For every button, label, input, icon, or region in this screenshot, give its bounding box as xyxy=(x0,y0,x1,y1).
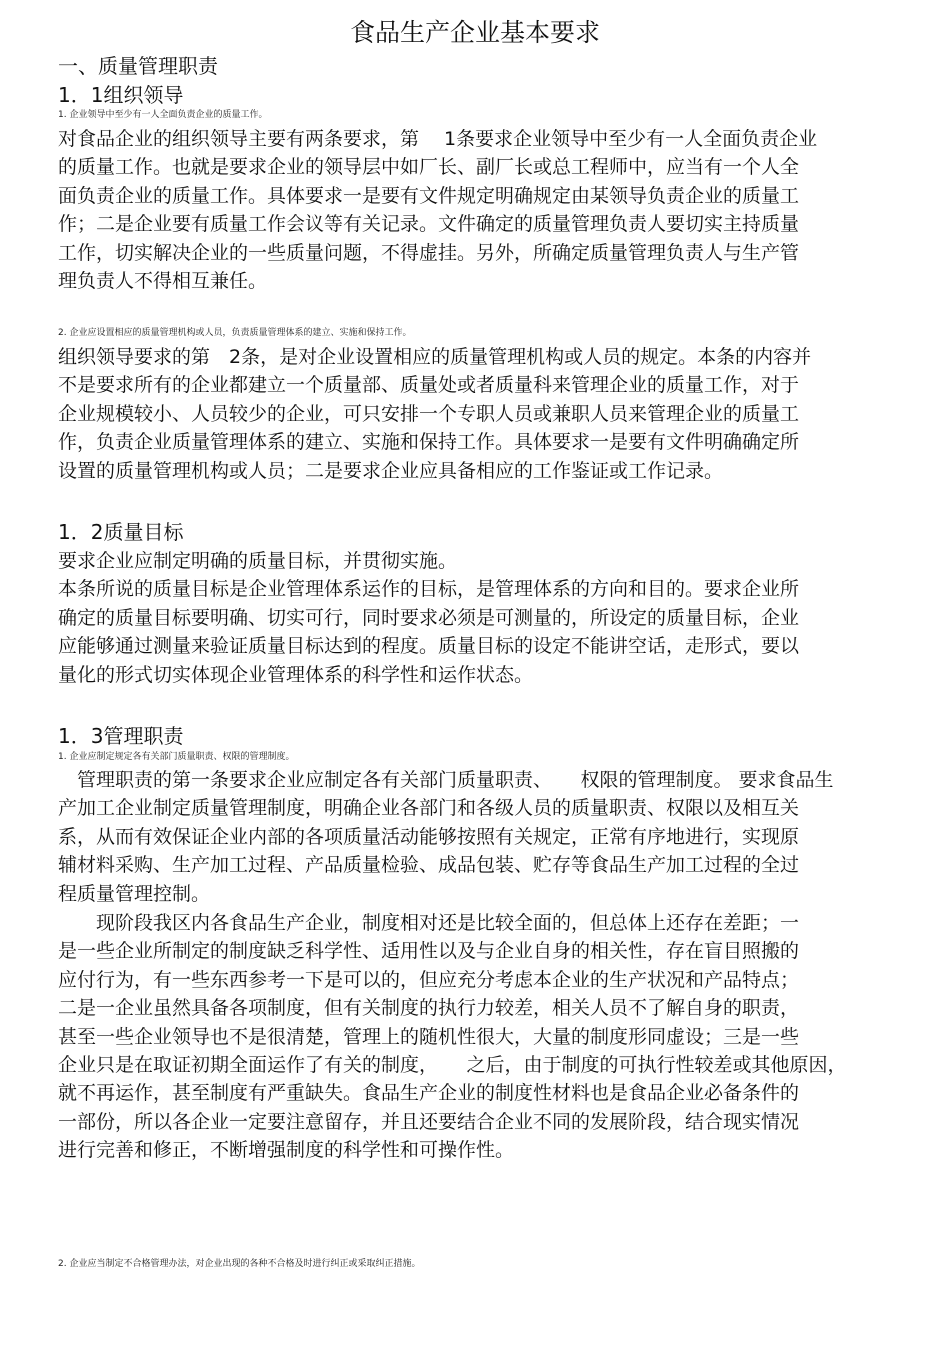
text-line: 企业规模较小、人员较少的企业，可只安排一个专职人员或兼职人员来管理企业的质量工 xyxy=(58,402,800,425)
text-line: 要求企业应制定明确的质量目标，并贯彻实施。 xyxy=(58,550,458,572)
text-line: 辅材料采购、生产加工过程、产品质量检验、成品包装、贮存等食品生产加工过程的全过 xyxy=(58,854,800,877)
text-line: 面负责企业的质量工作。具体要求一是要有文件规定明确规定由某领导负责企业的质量工 xyxy=(58,184,800,207)
paragraph xyxy=(58,343,811,485)
text-line: 应能够通过测量来验证质量目标达到的程度。质量目标的设定不能讲空话，走形式，要以 xyxy=(58,635,800,658)
text-line: 确定的质量目标要明确、切实可行，同时要求必须是可测量的，所设定的质量目标，企业 xyxy=(58,606,800,629)
text-line: 现阶段我区内各食品生产企业，制度相对还是比较全面的，但总体上还存在差距；一 xyxy=(58,912,800,934)
paragraph xyxy=(58,125,817,295)
text-line: 一部份，所以各企业一定要注意留存，并且还要结合企业不同的发展阶段，结合现实情况 xyxy=(58,1110,800,1133)
subsection-heading-management-duties: 1．3管理职责 xyxy=(58,724,184,748)
text-line: 甚至一些企业领导也不是很清楚，管理上的随机性很大，大量的制度形同虚设；三是一些 xyxy=(58,1025,800,1048)
subsection-heading-organization: 1．1组织领导 xyxy=(58,83,184,107)
text-line: 程质量管理控制。 xyxy=(58,882,211,905)
text-line: 量化的形式切实体现企业管理体系的科学性和运作状态。 xyxy=(58,663,534,686)
paragraph xyxy=(58,909,847,1165)
text-line: 的质量工作。也就是要求企业的领导层中如厂长、副厂长或总工程师中，应当有一个人全 xyxy=(58,156,800,179)
text-line: 管理职责的第一条要求企业应制定各有关部门质量职责、 权限的管理制度。 要求食品生 xyxy=(58,769,834,791)
text-line: 应付行为，有一些东西参考一下是可以的，但应充分考虑本企业的生产状况和产品特点； xyxy=(58,968,800,991)
text-line: 产加工企业制定质量管理制度，明确企业各部门和各级人员的质量职责、权限以及相互关 xyxy=(58,797,800,820)
document-title: 食品生产企业基本要求 xyxy=(349,18,600,47)
text-line: 系，从而有效保证企业内部的各项质量活动能够按照有关规定，正常有序地进行，实现原 xyxy=(58,825,800,848)
text-line: 本条所说的质量目标是企业管理体系运作的目标，是管理体系的方向和目的。要求企业所 xyxy=(58,578,800,601)
text-line: 工作，切实解决企业的一些质量问题，不得虚挂。另外，所确定质量管理负责人与生产管 xyxy=(58,241,800,264)
text-line: 理负责人不得相互兼任。 xyxy=(58,269,268,292)
paragraph xyxy=(58,766,834,908)
paragraph xyxy=(58,547,799,689)
text-line: 对食品企业的组织领导主要有两条要求，第 1条要求企业领导中至少有一人全面负责企业 xyxy=(58,128,818,150)
text-line: 进行完善和修正，不断增强制度的科学性和可操作性。 xyxy=(58,1139,515,1162)
text-line: 二是一企业虽然具备各项制度，但有关制度的执行力较差，相关人员不了解自身的职责， xyxy=(58,997,800,1020)
text-line: 就不再运作，甚至制度有严重缺失。食品生产企业的制度性材料也是食品企业必备条件的 xyxy=(58,1082,800,1105)
text-line: 不是要求所有的企业都建立一个质量部、质量处或者质量科来管理企业的质量工作，对于 xyxy=(58,374,800,397)
clause-note: 2. 企业应当制定不合格管理办法，对企业出现的各种不合格及时进行纠正或采取纠正措施。 xyxy=(58,1259,421,1269)
clause-note: 1. 企业领导中至少有一人全面负责企业的质量工作。 xyxy=(58,110,268,120)
text-line: 组织领导要求的第 2条，是对企业设置相应的质量管理机构或人员的规定。本条的内容并 xyxy=(58,346,812,368)
text-line: 企业只是在取证初期全面运作了有关的制度， 之后，由于制度的可执行性较差或其他原因， xyxy=(58,1053,847,1076)
text-line: 设置的质量管理机构或人员；二是要求企业应具备相应的工作鉴证或工作记录。 xyxy=(58,459,724,482)
section-heading-quality-management: 一、质量管理职责 xyxy=(58,54,218,78)
text-line: 是一些企业所制定的制度缺乏科学性、适用性以及与企业自身的相关性，存在盲目照搬的 xyxy=(58,940,800,963)
subsection-heading-quality-objectives: 1．2质量目标 xyxy=(58,520,184,544)
clause-note: 2. 企业应设置相应的质量管理机构或人员，负责质量管理体系的建立、实施和保持工作。 xyxy=(58,328,412,338)
text-line: 作；二是企业要有质量工作会议等有关记录。文件确定的质量管理负责人要切实主持质量 xyxy=(58,213,800,236)
clause-note: 1. 企业应制定规定各有关部门质量职责、权限的管理制度。 xyxy=(58,752,295,762)
text-line: 作，负责企业质量管理体系的建立、实施和保持工作。具体要求一是要有文件明确确定所 xyxy=(58,431,800,454)
